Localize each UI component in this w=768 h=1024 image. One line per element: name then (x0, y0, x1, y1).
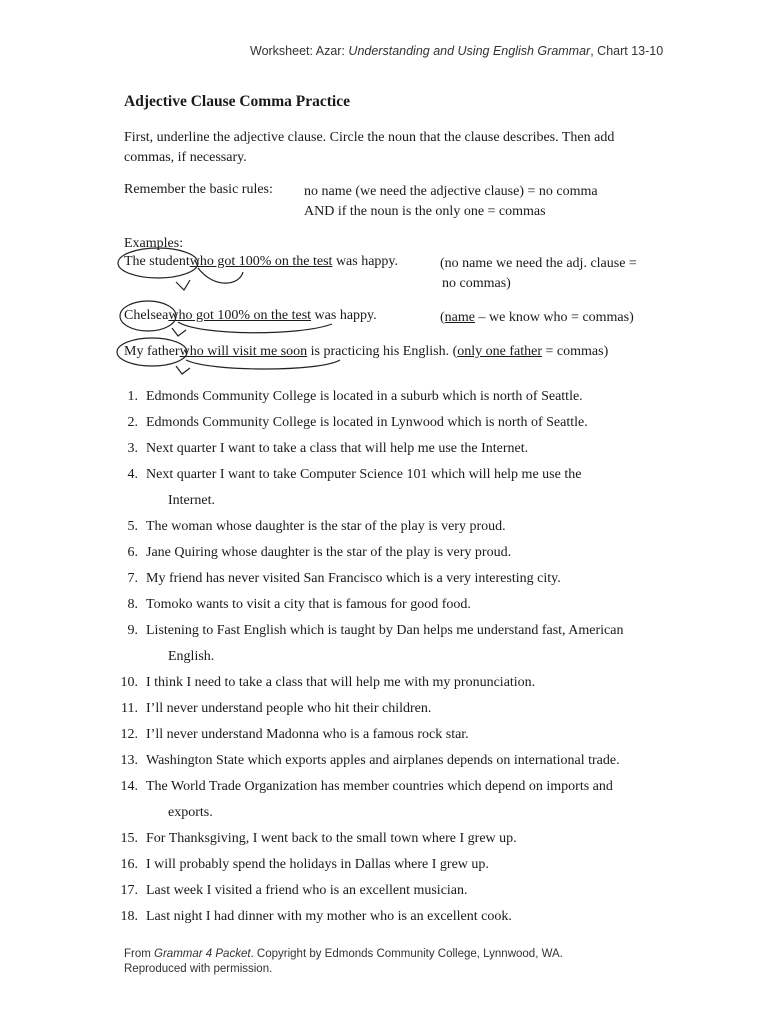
example-3-noun: My father (124, 344, 180, 359)
example-3-note-open: ( (452, 344, 458, 359)
example-3-rest: is practicing his English. (307, 344, 453, 359)
example-2-note-rest: – we know who = commas) (475, 310, 634, 325)
list-item: 2. Edmonds Community College is located in Lynwood which is north of Seattle. (127, 415, 588, 430)
list-item: 4. Next quarter I want to take Computer Science 101 which will help me use the Internet. (127, 467, 582, 508)
example-1-note-line-1: (no name we need the adj. clause = (440, 256, 637, 271)
list-item: 1. Edmonds Community College is located in a suburb which is north of Seattle. (127, 389, 583, 404)
list-item: 8. Tomoko wants to visit a city that is famous for good food. (127, 597, 471, 612)
worksheet-title: Adjective Clause Comma Practice (124, 93, 350, 110)
example-3-arrowhead (176, 366, 190, 374)
example-1-sentence (124, 254, 398, 270)
rules-label: Remember the basic rules: (124, 182, 273, 197)
footer-source: Grammar 4 Packet (154, 948, 251, 960)
list-item: 15. For Thanksgiving, I went back to the small town where I grew up. (120, 831, 517, 846)
list-item: 3. Next quarter I want to take a class that will help me use the Internet. (127, 441, 529, 456)
list-item: 9. Listening to Fast English which is taught by Dan helps me understand fast, American English. (127, 623, 624, 664)
example-1-noun: The student (124, 254, 190, 269)
example-2-arrowhead (172, 328, 186, 336)
rule-line-2: AND if the noun is the only one = commas (304, 204, 546, 219)
list-item: 10. I think I need to take a class that will help me with my pronunciation. (120, 675, 536, 690)
list-item: 11. I’ll never understand people who hit their children. (121, 701, 432, 716)
example-3-sentence (124, 344, 608, 360)
header-book-title: Understanding and Using English Grammar (348, 44, 591, 58)
example-2-note-name: name (444, 310, 475, 325)
header-prefix: Worksheet: Azar: (250, 44, 349, 58)
example-2-rest: was happy. (311, 308, 377, 323)
examples-label: Examples: (124, 236, 184, 251)
example-1-arrow (198, 268, 243, 283)
instructions: First, underline the adjective clause. Circle the noun that the clause describes. Then add commas, if necessary. (124, 130, 615, 165)
footer-line-2: Reproduced with permission. (124, 963, 273, 975)
example-1-rest: was happy. (332, 254, 399, 269)
example-2-note-open: ( (440, 310, 445, 325)
example-3-note-underlined: only one father (457, 344, 543, 359)
rule-line-1: no name (we need the adjective clause) = no comma (304, 184, 598, 199)
example-3-clause: who will visit me soon (179, 344, 308, 359)
rules-text (304, 182, 598, 222)
example-1-note (440, 254, 637, 294)
list-item: 7. My friend has never visited San Francisco which is a very interesting city. (127, 571, 561, 586)
list-item: 5. The woman whose daughter is the star of the play is very proud. (127, 519, 506, 534)
list-item: 6. Jane Quiring whose daughter is the star of the play is very proud. (127, 545, 512, 560)
page-header (250, 44, 666, 58)
page-footer (124, 947, 684, 977)
example-1-clause: who got 100% on the test (189, 254, 333, 269)
example-2-clause: who got 100% on the test (168, 308, 312, 323)
example-1-note-line-2: no commas) (442, 276, 511, 291)
practice-list (108, 384, 668, 930)
example-2-note (440, 308, 634, 328)
example-3-note-rest: = commas) (542, 344, 609, 359)
list-item: 12. I’ll never understand Madonna who is a famous rock star. (120, 727, 469, 742)
list-item: 16. I will probably spend the holidays in Dallas where I grew up. (120, 857, 489, 872)
footer-line-1: From Grammar 4 Packet. Copyright by Edmonds Community College, Lynnwood, WA. (124, 948, 563, 960)
header-suffix: , Chart 13-10 (590, 44, 664, 58)
list-item: 18. Last night I had dinner with my mother who is an excellent cook. (120, 909, 512, 924)
list-item: 13. Washington State which exports apples and airplanes depends on international trade. (120, 753, 620, 768)
list-item: 17. Last week I visited a friend who is an excellent musician. (120, 883, 468, 898)
example-2-sentence (124, 308, 377, 324)
list-item: 14. The World Trade Organization has member countries which depend on imports and exports. (120, 779, 613, 820)
example-1-arrowhead (176, 280, 190, 290)
example-3-arrow (186, 360, 340, 369)
example-2-noun: Chelsea (124, 308, 169, 323)
